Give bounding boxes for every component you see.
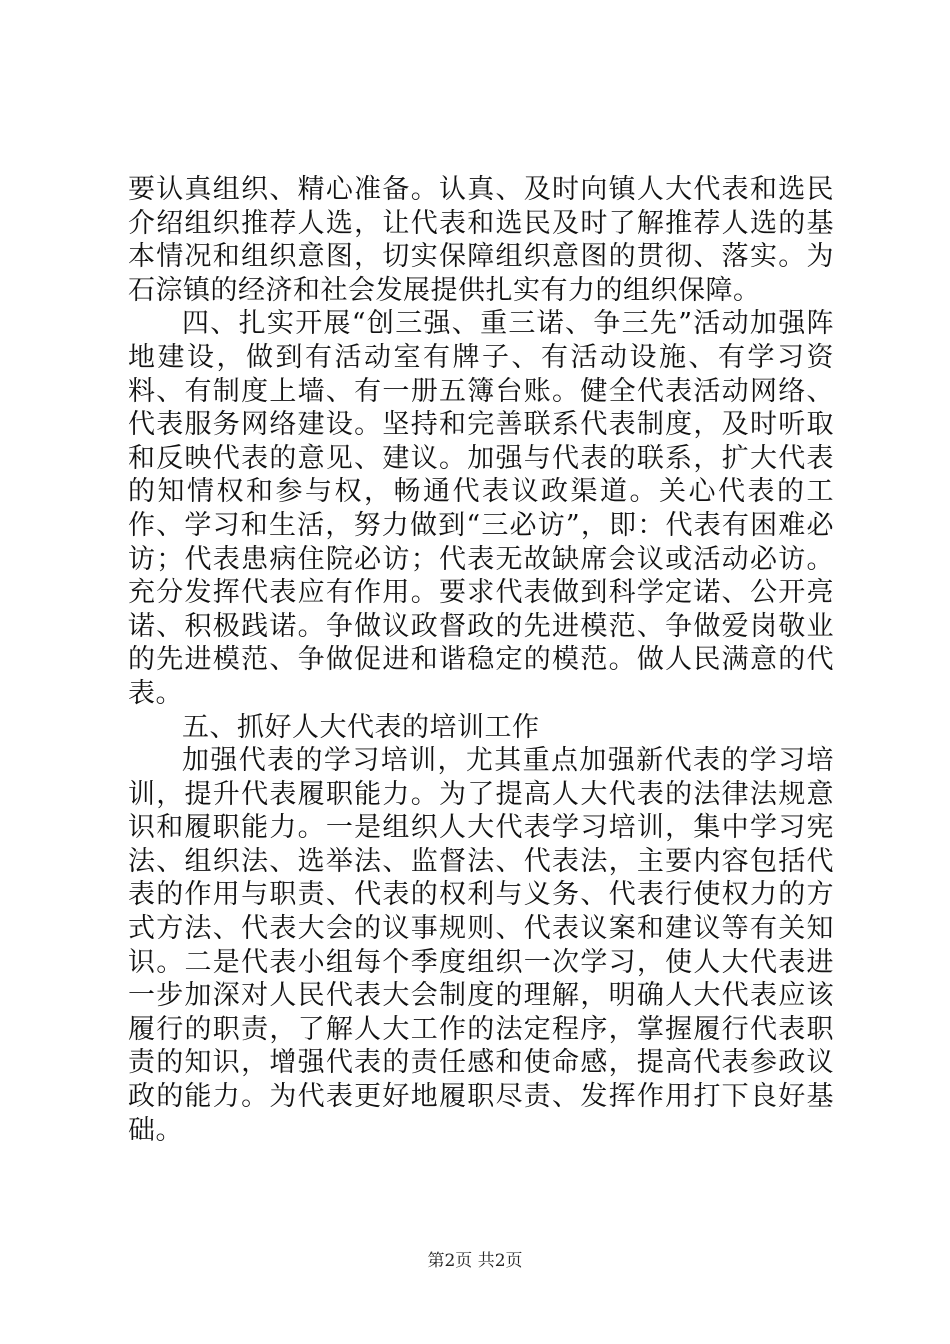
document-body [128, 173, 834, 1147]
section-heading-five: 五、抓好人大代表的培训工作 [182, 711, 540, 743]
paragraph-continuation: 要认真组织、精心准备。认真、及时向镇人大代表和选民介绍组织推荐人选，让代表和选民及时了解推荐人选的基本情况和组织意图，切实保障组织意图的贯彻、落实。为石淙镇的经济和社会发展提供扎实有力的组织保障。 [128, 174, 834, 306]
page-number-footer: 第2页 共2页 [427, 1251, 523, 1271]
paragraph-section-four: 四、扎实开展“创三强、重三诺、争三先”活动加强阵地建设，做到有活动室有牌子、有活动设施、有学习资料、有制度上墙、有一册五簿台账。健全代表活动网络、代表服务网络建设。坚持和完善联系代表制度，及时听取和反映代表的意见、建议。加强与代表的联系，扩大代表的知情权和参与权，畅通代表议政渠道。关心代表的工作、学习和生活，努力做到“三必访”，即：代表有困难必访；代表患病住院必访；代表无故缺席会议或活动必访。充分发挥代表应有作用。要求代表做到科学定诺、公开亮诺、积极践诺。争做议政督政的先进模范、争做爱岗敬业的先进模范、争做促进和谐稳定的模范。做人民满意的代表。 [128, 308, 834, 709]
paragraph-training: 加强代表的学习培训，尤其重点加强新代表的学习培训，提升代表履职能力。为了提高人大代表的法律法规意识和履职能力。一是组织人大代表学习培训，集中学习宪法、组织法、选举法、监督法、代表法，主要内容包括代表的作用与职责、代表的权利与义务、代表行使权力的方式方法、代表大会的议事规则、代表议案和建议等有关知识。二是代表小组每个季度组织一次学习，使人大代表进一步加深对人民代表大会制度的理解，明确人大代表应该履行的职责，了解人大工作的法定程序，掌握履行代表职责的知识，增强代表的责任感和使命感，提高代表参政议政的能力。为代表更好地履职尽责、发挥作用打下良好基础。 [128, 745, 834, 1146]
